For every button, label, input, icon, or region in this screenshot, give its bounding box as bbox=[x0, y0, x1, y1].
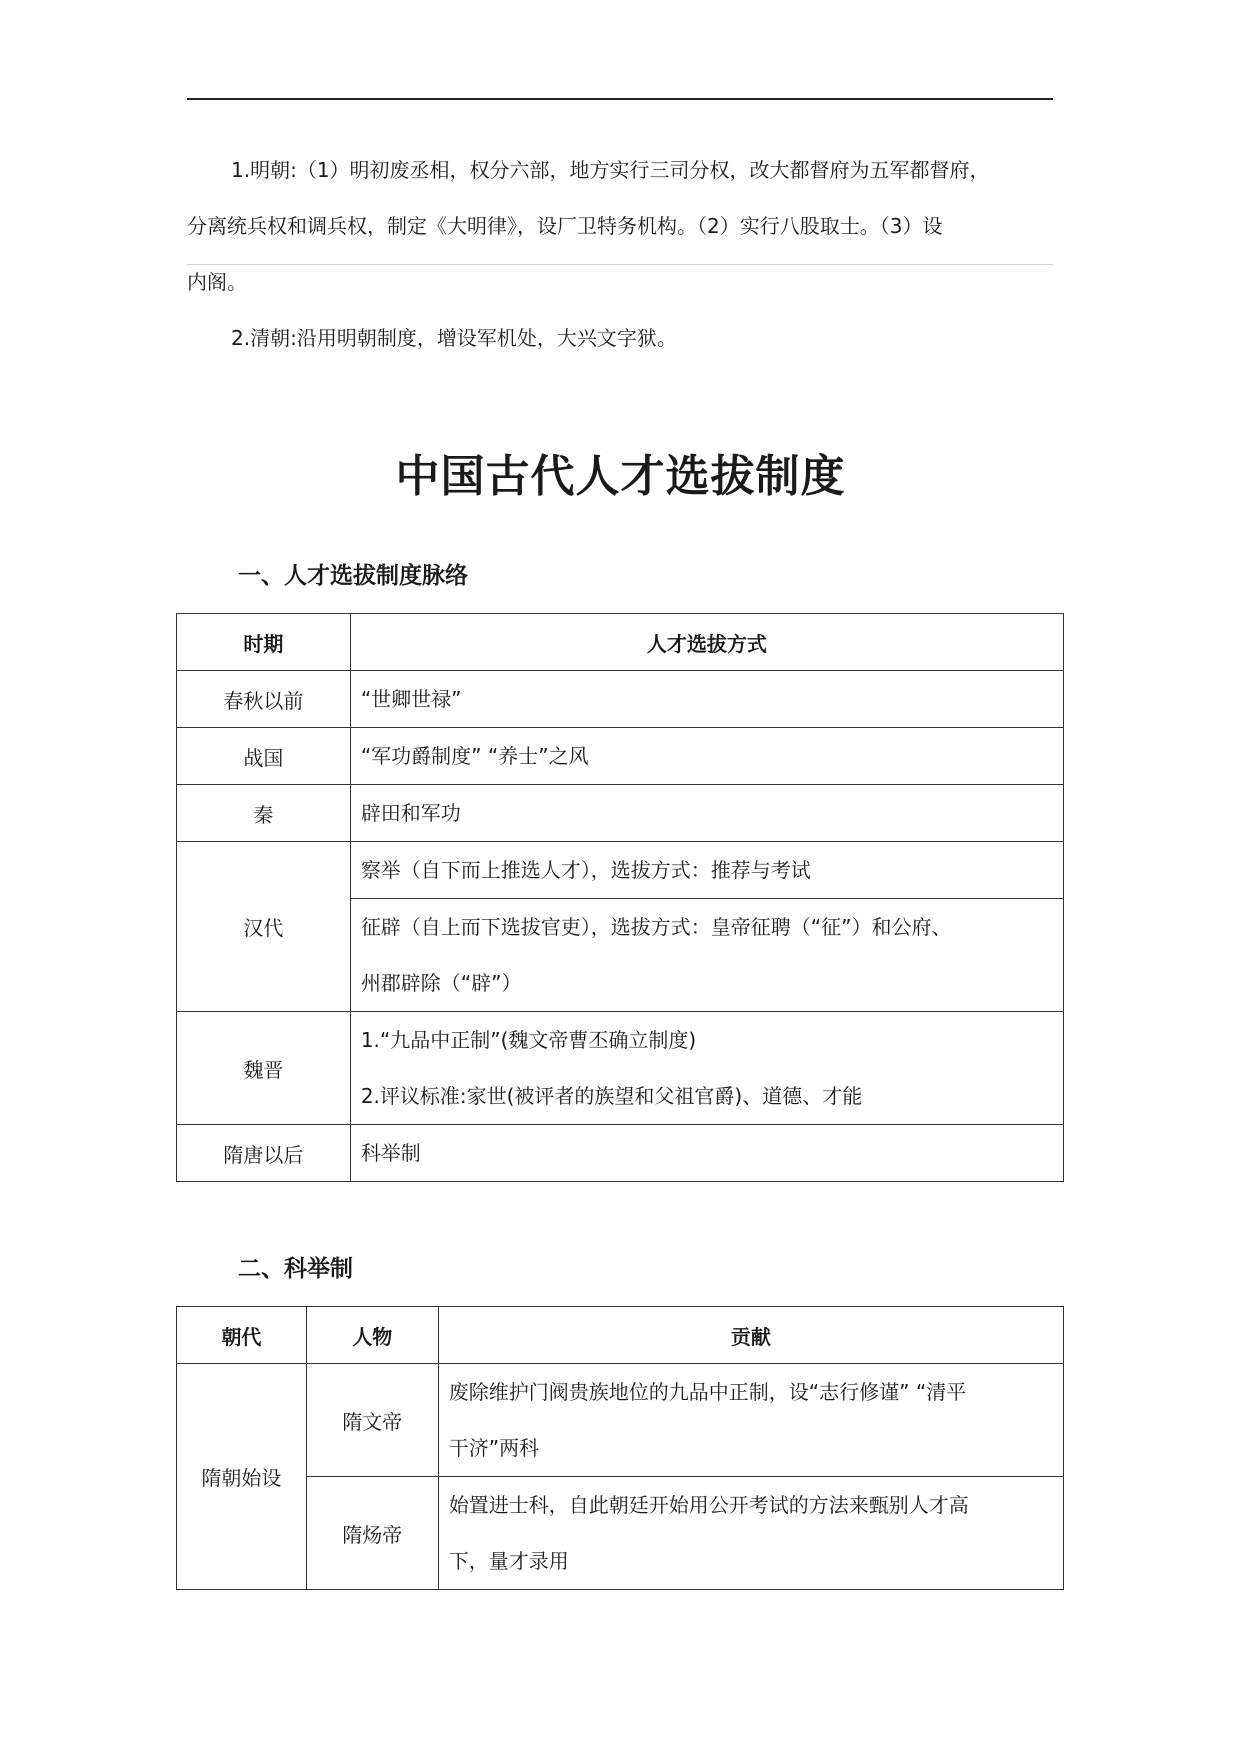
period-cell: 秦 bbox=[177, 785, 351, 842]
method-text: 察举（自下而上推选人才），选拔方式：推荐与考试 bbox=[360, 858, 811, 882]
method-sub bbox=[351, 842, 1063, 898]
method-text: 2.评议标准:家世(被评者的族望和父祖官爵)、道德、才能 bbox=[360, 1084, 863, 1108]
contribution-text: 干济”两科 bbox=[448, 1436, 540, 1460]
table-row bbox=[177, 671, 1064, 728]
table-row bbox=[177, 785, 1064, 842]
method-cell bbox=[350, 1012, 1063, 1125]
contribution-text: 下，量才录用 bbox=[448, 1549, 569, 1573]
table-row bbox=[177, 1477, 1064, 1590]
method-text: “世卿世禄” bbox=[360, 687, 462, 711]
contribution-text: 始置进士科，自此朝廷开始用公开考试的方法来甄别人才高 bbox=[448, 1493, 969, 1517]
section-heading-2: 二、科举制 bbox=[238, 1256, 353, 1282]
ming-line-1: 1.明朝:（1）明初废丞相，权分六部，地方实行三司分权，改大都督府为五军都督府， bbox=[231, 158, 990, 182]
table-row bbox=[177, 842, 1064, 1012]
dynasty-cell: 隋朝始设 bbox=[177, 1364, 307, 1590]
table-row bbox=[177, 728, 1064, 785]
table-header-row bbox=[177, 614, 1064, 671]
method-cell bbox=[350, 785, 1063, 842]
contribution-cell bbox=[438, 1477, 1063, 1590]
method-text: 科举制 bbox=[360, 1141, 421, 1165]
period-cell: 春秋以前 bbox=[177, 671, 351, 728]
person-cell: 隋炀帝 bbox=[306, 1477, 438, 1590]
table-header-row bbox=[177, 1307, 1064, 1364]
method-cell bbox=[350, 842, 1063, 1012]
method-cell bbox=[350, 1125, 1063, 1182]
header-person: 人物 bbox=[306, 1307, 438, 1364]
header-rule bbox=[187, 98, 1053, 100]
method-text: “军功爵制度” “养士”之风 bbox=[360, 744, 589, 768]
header-contribution: 贡献 bbox=[438, 1307, 1063, 1364]
qing-line: 2.清朝:沿用明朝制度，增设军机处，大兴文字狱。 bbox=[231, 326, 677, 350]
header-period: 时期 bbox=[177, 614, 351, 671]
section-heading-1: 一、人才选拔制度脉络 bbox=[238, 563, 468, 589]
page-title: 中国古代人才选拔制度 bbox=[395, 451, 846, 502]
method-text: 1.“九品中正制”(魏文帝曹丕确立制度) bbox=[360, 1028, 697, 1052]
keju-table bbox=[176, 1306, 1064, 1590]
contribution-cell bbox=[438, 1364, 1063, 1477]
method-sub bbox=[351, 898, 1063, 1011]
contribution-text: 废除维护门阀贵族地位的九品中正制，设“志行修谨” “清平 bbox=[448, 1380, 967, 1404]
method-cell bbox=[350, 728, 1063, 785]
qing-paragraph bbox=[187, 310, 1053, 366]
period-cell: 战国 bbox=[177, 728, 351, 785]
person-cell: 隋文帝 bbox=[306, 1364, 438, 1477]
period-cell: 魏晋 bbox=[177, 1012, 351, 1125]
ming-line-2: 分离统兵权和调兵权，制定《大明律》，设厂卫特务机构。（2）实行八股取士。（3）设 bbox=[187, 214, 943, 238]
header-dynasty: 朝代 bbox=[177, 1307, 307, 1364]
method-cell bbox=[350, 671, 1063, 728]
method-text: 州郡辟除（“辟”） bbox=[360, 971, 522, 995]
ming-line-3: 内阁。 bbox=[187, 270, 247, 294]
header-method: 人才选拔方式 bbox=[350, 614, 1063, 671]
table-row bbox=[177, 1125, 1064, 1182]
period-cell: 汉代 bbox=[177, 842, 351, 1012]
selection-system-table bbox=[176, 613, 1064, 1182]
method-text: 征辟（自上而下选拔官吏），选拔方式：皇帝征聘（“征”）和公府、 bbox=[360, 915, 952, 939]
table-row bbox=[177, 1364, 1064, 1477]
table-row bbox=[177, 1012, 1064, 1125]
ming-paragraph bbox=[187, 142, 1053, 310]
divider bbox=[187, 264, 1053, 265]
method-text: 辟田和军功 bbox=[360, 801, 461, 825]
period-cell: 隋唐以后 bbox=[177, 1125, 351, 1182]
